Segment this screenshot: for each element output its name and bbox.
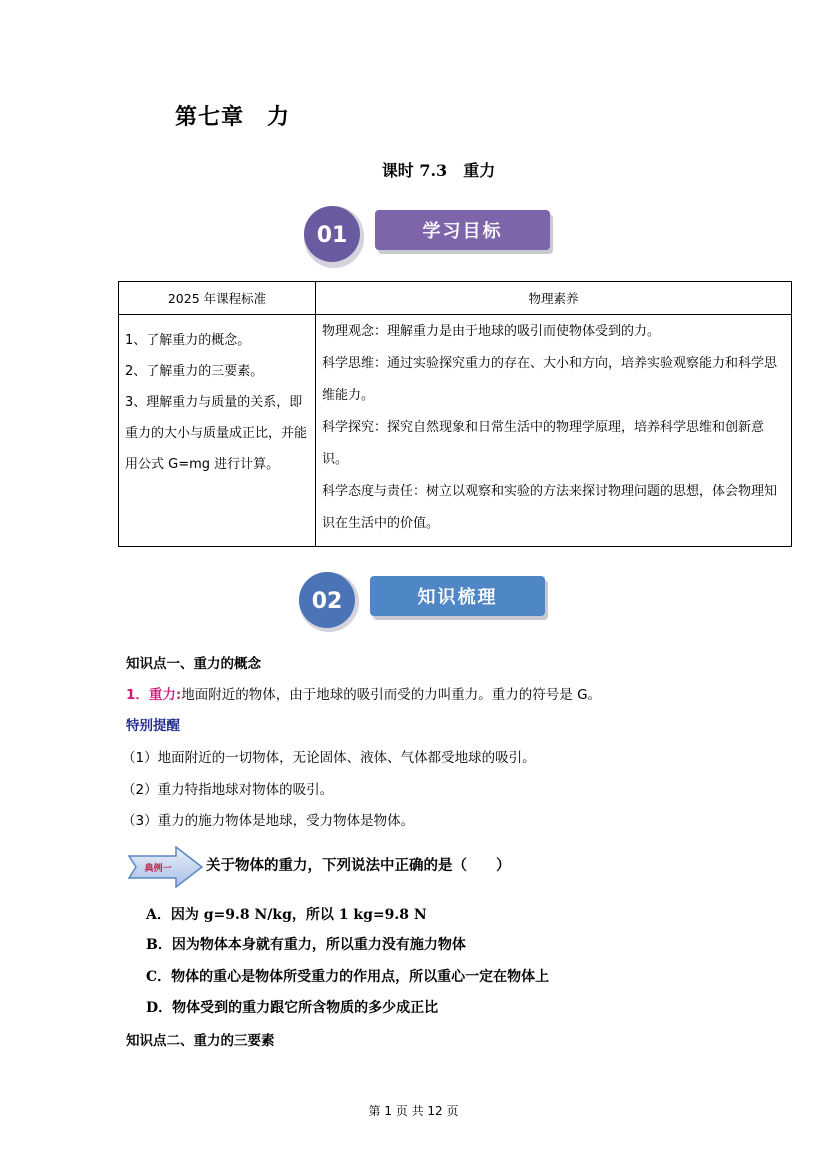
section-banner-goals bbox=[300, 204, 560, 268]
section-title: 学习目标 bbox=[375, 210, 550, 250]
curriculum-table bbox=[118, 281, 792, 547]
option-a[interactable]: A．因为 g=9.8 N/kg，所以 1 kg=9.8 N bbox=[146, 907, 427, 923]
option-c[interactable]: C．物体的重心是物体所受重力的作用点，所以重心一定在物体上 bbox=[146, 969, 550, 985]
section-number: 01 bbox=[316, 223, 348, 248]
option-b[interactable]: B．因为物体本身就有重力，所以重力没有施力物体 bbox=[146, 937, 466, 953]
table-header-row bbox=[119, 282, 792, 315]
literacy-item: 科学思维：通过实验探究重力的存在、大小和方向，培养实验观察能力和科学思维能力。 bbox=[322, 356, 778, 403]
section-banner-knowledge bbox=[295, 570, 555, 634]
standards-cell bbox=[119, 315, 316, 547]
header-standards: 2025 年课程标准 bbox=[119, 282, 316, 315]
table-row bbox=[119, 315, 792, 547]
example-question: 关于物体的重力，下列说法中正确的是（ ） bbox=[206, 857, 511, 874]
definition-line bbox=[126, 683, 601, 703]
standard-item: 2、了解重力的三要素。 bbox=[125, 364, 264, 379]
standard-item: 1、了解重力的概念。 bbox=[125, 333, 251, 348]
knowledge-point-title: 知识点二、重力的三要素 bbox=[126, 1033, 275, 1049]
page-footer: 第 1 页 共 12 页 bbox=[368, 1104, 459, 1118]
example-arrow-icon bbox=[128, 846, 204, 888]
literacy-item: 物理观念：理解重力是由于地球的吸引而使物体受到的力。 bbox=[322, 324, 661, 339]
section-number: 02 bbox=[311, 589, 343, 614]
lesson-title: 课时 7.3 重力 bbox=[381, 161, 496, 180]
literacy-item: 科学态度与责任：树立以观察和实验的方法来探讨物理问题的思想，体会物理知识在生活中的价值。 bbox=[322, 484, 778, 531]
example-tag-text: 典例一 bbox=[144, 864, 172, 874]
knowledge-point-title: 知识点一、重力的概念 bbox=[126, 656, 261, 672]
option-d[interactable]: D．物体受到的重力跟它所含物质的多少成正比 bbox=[146, 1000, 439, 1016]
section-title: 知识梳理 bbox=[370, 576, 545, 616]
definition-text: 地面附近的物体，由于地球的吸引而受的力叫重力。重力的符号是 G。 bbox=[181, 687, 602, 703]
section-number-badge-icon bbox=[300, 204, 364, 268]
definition-label: 1．重力: bbox=[126, 687, 182, 703]
section-number-badge-icon bbox=[295, 570, 359, 634]
reminder-item: （2）重力特指地球对物体的吸引。 bbox=[122, 782, 334, 798]
reminder-title: 特别提醒 bbox=[126, 718, 180, 734]
literacy-cell bbox=[316, 315, 792, 547]
reminder-item: （3）重力的施力物体是地球，受力物体是物体。 bbox=[122, 813, 415, 829]
reminder-item: （1）地面附近的一切物体，无论固体、液体、气体都受地球的吸引。 bbox=[122, 750, 536, 766]
header-literacy: 物理素养 bbox=[316, 282, 792, 315]
literacy-item: 科学探究：探究自然现象和日常生活中的物理学原理，培养科学思维和创新意识。 bbox=[322, 420, 765, 467]
chapter-title: 第七章 力 bbox=[175, 104, 291, 130]
standard-item: 3、理解重力与质量的关系，即重力的大小与质量成正比，并能用公式 G=mg 进行计算。 bbox=[125, 395, 308, 472]
